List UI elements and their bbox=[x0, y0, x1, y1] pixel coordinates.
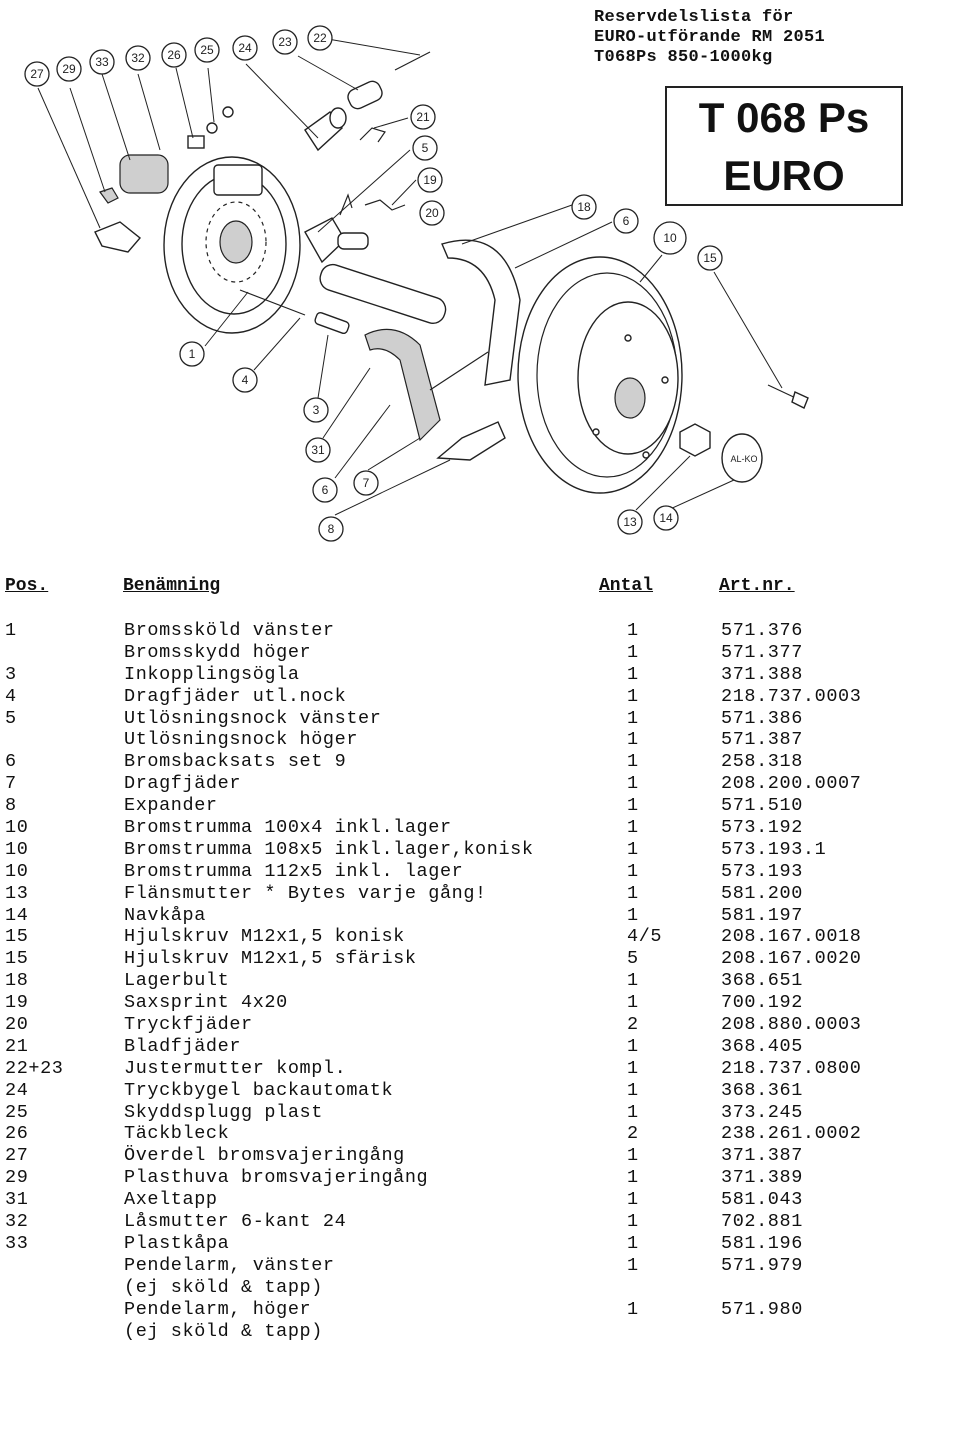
row-pos: 8 bbox=[5, 795, 17, 817]
callout-10 bbox=[654, 222, 686, 254]
row-art: 258.318 bbox=[721, 751, 803, 773]
al-ko-stamp: AL-KO bbox=[730, 454, 758, 464]
svg-text:20: 20 bbox=[425, 206, 439, 220]
row-art: 368.361 bbox=[721, 1079, 803, 1101]
row-art: 702.881 bbox=[721, 1211, 803, 1233]
table-row bbox=[0, 773, 980, 795]
row-pos: 1 bbox=[5, 620, 17, 641]
row-pos: 3 bbox=[5, 663, 17, 685]
table-row bbox=[0, 1233, 980, 1255]
callout-6-top bbox=[614, 209, 638, 233]
table-row bbox=[0, 1123, 980, 1145]
svg-text:3: 3 bbox=[312, 403, 320, 417]
header-pos: Pos. bbox=[5, 576, 49, 596]
row-name: (ej sköld & tapp) bbox=[124, 1276, 323, 1298]
table-row bbox=[0, 992, 980, 1014]
model-variant: EURO bbox=[723, 152, 845, 199]
row-pos: 25 bbox=[5, 1101, 29, 1123]
row-qty: 2 bbox=[627, 1123, 639, 1145]
header-line-2: EURO-utförande RM 2051 bbox=[594, 28, 826, 47]
row-qty: 1 bbox=[627, 620, 639, 641]
row-art: 371.389 bbox=[721, 1167, 803, 1189]
table-row bbox=[0, 839, 980, 861]
row-art: 700.192 bbox=[721, 992, 803, 1014]
row-name: Lagerbult bbox=[124, 970, 230, 992]
parts-table bbox=[0, 620, 980, 1342]
table-row bbox=[0, 729, 980, 751]
row-name: Utlösningsnock vänster bbox=[124, 707, 382, 729]
row-qty: 1 bbox=[627, 795, 639, 817]
row-pos: 6 bbox=[5, 751, 17, 773]
callout-27 bbox=[25, 62, 49, 86]
row-name: Axeltapp bbox=[124, 1189, 218, 1211]
callout-23 bbox=[273, 30, 297, 54]
row-art: 371.388 bbox=[721, 663, 803, 685]
svg-text:26: 26 bbox=[167, 48, 181, 62]
row-qty: 1 bbox=[627, 882, 639, 904]
row-name: Bromssköld vänster bbox=[124, 620, 335, 641]
row-name: Bromsbacksats set 9 bbox=[124, 751, 347, 773]
row-name: Justermutter kompl. bbox=[124, 1057, 347, 1079]
svg-text:22: 22 bbox=[313, 31, 327, 45]
table-row bbox=[0, 686, 980, 708]
table-row bbox=[0, 948, 980, 970]
row-art: 208.167.0018 bbox=[721, 926, 862, 948]
svg-text:25: 25 bbox=[200, 43, 214, 57]
row-qty: 1 bbox=[627, 838, 639, 860]
table-row bbox=[0, 1321, 980, 1343]
svg-text:13: 13 bbox=[623, 515, 637, 529]
hub-parts-drawing bbox=[680, 385, 808, 482]
row-name: Skyddsplugg plast bbox=[124, 1101, 323, 1123]
row-art: 581.196 bbox=[721, 1232, 803, 1254]
row-pos: 32 bbox=[5, 1211, 29, 1233]
header-art: Art.nr. bbox=[719, 576, 795, 596]
row-pos: 18 bbox=[5, 970, 29, 992]
table-row bbox=[0, 1189, 980, 1211]
row-qty: 1 bbox=[627, 904, 639, 926]
row-art: 208.880.0003 bbox=[721, 1014, 862, 1036]
row-qty: 1 bbox=[627, 1232, 639, 1254]
row-qty: 1 bbox=[627, 663, 639, 685]
row-pos: 26 bbox=[5, 1123, 29, 1145]
row-pos: 31 bbox=[5, 1189, 29, 1211]
row-name: Navkåpa bbox=[124, 904, 206, 926]
callout-26 bbox=[162, 43, 186, 67]
table-row bbox=[0, 664, 980, 686]
row-name: Täckbleck bbox=[124, 1123, 230, 1145]
table-row bbox=[0, 905, 980, 927]
callout-6-bottom bbox=[313, 478, 337, 502]
row-pos: 13 bbox=[5, 882, 29, 904]
callout-25 bbox=[195, 38, 219, 62]
svg-text:21: 21 bbox=[416, 110, 430, 124]
header-name: Benämning bbox=[123, 576, 221, 596]
row-art: 571.387 bbox=[721, 729, 803, 751]
table-row bbox=[0, 1036, 980, 1058]
callout-21 bbox=[411, 105, 435, 129]
callout-22 bbox=[308, 26, 332, 50]
row-name: Expander bbox=[124, 795, 218, 817]
row-name: Tryckfjäder bbox=[124, 1014, 253, 1036]
row-pos: 20 bbox=[5, 1014, 29, 1036]
row-name: Bromstrumma 108x5 inkl.lager,konisk bbox=[124, 838, 534, 860]
table-row bbox=[0, 970, 980, 992]
leader-lines bbox=[38, 38, 782, 515]
row-art: 571.386 bbox=[721, 707, 803, 729]
model-code: T 068 Ps bbox=[698, 94, 870, 141]
callout-15 bbox=[698, 246, 722, 270]
row-art: 573.193 bbox=[721, 860, 803, 882]
brake-shoes-drawing bbox=[365, 240, 520, 460]
row-pos: 15 bbox=[5, 926, 29, 948]
brake-drum-drawing bbox=[518, 257, 682, 493]
row-pos: 22+23 bbox=[5, 1057, 64, 1079]
callout-4 bbox=[233, 368, 257, 392]
callout-7 bbox=[354, 471, 378, 495]
table-row bbox=[0, 1014, 980, 1036]
exploded-view-diagram bbox=[0, 0, 980, 560]
header-qty: Antal bbox=[599, 576, 654, 596]
callout-5 bbox=[413, 136, 437, 160]
row-pos: 7 bbox=[5, 773, 17, 795]
callout-29 bbox=[57, 57, 81, 81]
row-pos: 10 bbox=[5, 838, 29, 860]
row-qty: 1 bbox=[627, 1145, 639, 1167]
row-pos: 15 bbox=[5, 948, 29, 970]
row-name: Pendelarm, höger bbox=[124, 1298, 312, 1320]
svg-text:24: 24 bbox=[238, 41, 252, 55]
row-qty: 2 bbox=[627, 1014, 639, 1036]
callout-32 bbox=[126, 46, 150, 70]
row-art: 208.167.0020 bbox=[721, 948, 862, 970]
row-art: 238.261.0002 bbox=[721, 1123, 862, 1145]
row-name: Pendelarm, vänster bbox=[124, 1254, 335, 1276]
row-qty: 1 bbox=[627, 860, 639, 882]
row-name: Saxsprint 4x20 bbox=[124, 992, 288, 1014]
row-name: Tryckbygel backautomatk bbox=[124, 1079, 394, 1101]
row-pos: 33 bbox=[5, 1232, 29, 1254]
row-qty: 1 bbox=[627, 1057, 639, 1079]
row-art: 581.043 bbox=[721, 1189, 803, 1211]
row-qty: 1 bbox=[627, 641, 639, 663]
row-art: 571.979 bbox=[721, 1254, 803, 1276]
callout-1 bbox=[180, 342, 204, 366]
callout-19 bbox=[418, 168, 442, 192]
table-row bbox=[0, 708, 980, 730]
row-name: Bromsskydd höger bbox=[124, 641, 312, 663]
row-pos: 4 bbox=[5, 685, 17, 707]
row-name: Dragfjäder bbox=[124, 773, 242, 795]
row-name: (ej sköld & tapp) bbox=[124, 1320, 323, 1342]
row-art: 571.510 bbox=[721, 795, 803, 817]
callout-31 bbox=[306, 438, 330, 462]
svg-text:29: 29 bbox=[62, 62, 76, 76]
svg-text:31: 31 bbox=[311, 443, 325, 457]
row-art: 371.387 bbox=[721, 1145, 803, 1167]
table-row bbox=[0, 1145, 980, 1167]
row-pos: 19 bbox=[5, 992, 29, 1014]
row-qty: 1 bbox=[627, 685, 639, 707]
table-row bbox=[0, 817, 980, 839]
row-qty: 1 bbox=[627, 773, 639, 795]
svg-text:18: 18 bbox=[577, 200, 591, 214]
table-row bbox=[0, 1167, 980, 1189]
row-name: Bromstrumma 100x4 inkl.lager bbox=[124, 817, 452, 839]
row-qty: 4/5 bbox=[627, 926, 663, 948]
row-art: 581.200 bbox=[721, 882, 803, 904]
row-pos: 14 bbox=[5, 904, 29, 926]
row-pos: 21 bbox=[5, 1035, 29, 1057]
svg-text:14: 14 bbox=[659, 511, 673, 525]
row-qty: 1 bbox=[627, 1167, 639, 1189]
svg-text:15: 15 bbox=[703, 251, 717, 265]
header-line-3: T068Ps 850-1000kg bbox=[594, 48, 773, 67]
row-qty: 1 bbox=[627, 1211, 639, 1233]
table-row bbox=[0, 1211, 980, 1233]
row-name: Plasthuva bromsvajeringång bbox=[124, 1167, 429, 1189]
row-art: 208.200.0007 bbox=[721, 773, 862, 795]
table-row bbox=[0, 1255, 980, 1277]
row-art: 571.377 bbox=[721, 641, 803, 663]
row-qty: 1 bbox=[627, 1298, 639, 1320]
table-row bbox=[0, 1058, 980, 1080]
row-name: Inkopplingsögla bbox=[124, 663, 300, 685]
row-name: Plastkåpa bbox=[124, 1232, 230, 1254]
table-row bbox=[0, 795, 980, 817]
row-qty: 1 bbox=[627, 1101, 639, 1123]
row-qty: 1 bbox=[627, 817, 639, 839]
row-qty: 1 bbox=[627, 707, 639, 729]
svg-text:32: 32 bbox=[131, 51, 145, 65]
row-name: Överdel bromsvajeringång bbox=[124, 1145, 405, 1167]
row-qty: 1 bbox=[627, 992, 639, 1014]
callout-24 bbox=[233, 36, 257, 60]
table-row bbox=[0, 861, 980, 883]
row-name: Bladfjäder bbox=[124, 1035, 242, 1057]
row-art: 571.980 bbox=[721, 1298, 803, 1320]
table-row bbox=[0, 1102, 980, 1124]
svg-text:8: 8 bbox=[327, 522, 335, 536]
row-art: 573.192 bbox=[721, 817, 803, 839]
svg-text:33: 33 bbox=[95, 55, 109, 69]
row-name: Bromstrumma 112x5 inkl. lager bbox=[124, 860, 464, 882]
callout-8 bbox=[319, 517, 343, 541]
svg-text:4: 4 bbox=[241, 373, 249, 387]
row-art: 368.405 bbox=[721, 1035, 803, 1057]
table-row bbox=[0, 1277, 980, 1299]
row-art: 373.245 bbox=[721, 1101, 803, 1123]
svg-text:7: 7 bbox=[362, 476, 370, 490]
table-row bbox=[0, 751, 980, 773]
row-art: 218.737.0003 bbox=[721, 685, 862, 707]
table-row bbox=[0, 1080, 980, 1102]
callout-20 bbox=[420, 201, 444, 225]
row-qty: 1 bbox=[627, 1189, 639, 1211]
row-art: 368.651 bbox=[721, 970, 803, 992]
callout-13 bbox=[618, 510, 642, 534]
row-qty: 5 bbox=[627, 948, 639, 970]
row-qty: 1 bbox=[627, 1079, 639, 1101]
diagram-svg bbox=[0, 0, 980, 560]
svg-text:1: 1 bbox=[188, 347, 196, 361]
svg-text:19: 19 bbox=[423, 173, 437, 187]
row-name: Flänsmutter * Bytes varje gång! bbox=[124, 882, 487, 904]
row-pos: 27 bbox=[5, 1145, 29, 1167]
row-art: 573.193.1 bbox=[721, 838, 827, 860]
row-pos: 24 bbox=[5, 1079, 29, 1101]
table-row bbox=[0, 642, 980, 664]
table-row bbox=[0, 620, 980, 642]
row-name: Hjulskruv M12x1,5 konisk bbox=[124, 926, 405, 948]
row-qty: 1 bbox=[627, 729, 639, 751]
svg-text:6: 6 bbox=[321, 483, 329, 497]
callout-3 bbox=[304, 398, 328, 422]
header-line-1: Reservdelslista för bbox=[594, 8, 794, 27]
table-row bbox=[0, 926, 980, 948]
row-qty: 1 bbox=[627, 1254, 639, 1276]
brake-backplate-drawing bbox=[164, 157, 300, 333]
callout-14 bbox=[654, 506, 678, 530]
row-pos: 29 bbox=[5, 1167, 29, 1189]
row-art: 571.376 bbox=[721, 620, 803, 641]
row-name: Låsmutter 6-kant 24 bbox=[124, 1211, 347, 1233]
row-pos: 10 bbox=[5, 860, 29, 882]
svg-text:23: 23 bbox=[278, 35, 292, 49]
svg-text:10: 10 bbox=[663, 231, 677, 245]
row-pos: 5 bbox=[5, 707, 17, 729]
row-qty: 1 bbox=[627, 970, 639, 992]
svg-text:27: 27 bbox=[30, 67, 44, 81]
row-name: Hjulskruv M12x1,5 sfärisk bbox=[124, 948, 417, 970]
row-name: Dragfjäder utl.nock bbox=[124, 685, 347, 707]
callout-33 bbox=[90, 50, 114, 74]
row-pos: 10 bbox=[5, 817, 29, 839]
table-row bbox=[0, 1299, 980, 1321]
row-art: 218.737.0800 bbox=[721, 1057, 862, 1079]
parts-table-header bbox=[0, 576, 980, 600]
svg-text:6: 6 bbox=[622, 214, 630, 228]
row-art: 581.197 bbox=[721, 904, 803, 926]
svg-text:5: 5 bbox=[421, 141, 429, 155]
table-row bbox=[0, 883, 980, 905]
row-qty: 1 bbox=[627, 1035, 639, 1057]
row-name: Utlösningsnock höger bbox=[124, 729, 359, 751]
row-qty: 1 bbox=[627, 751, 639, 773]
callout-18 bbox=[572, 195, 596, 219]
